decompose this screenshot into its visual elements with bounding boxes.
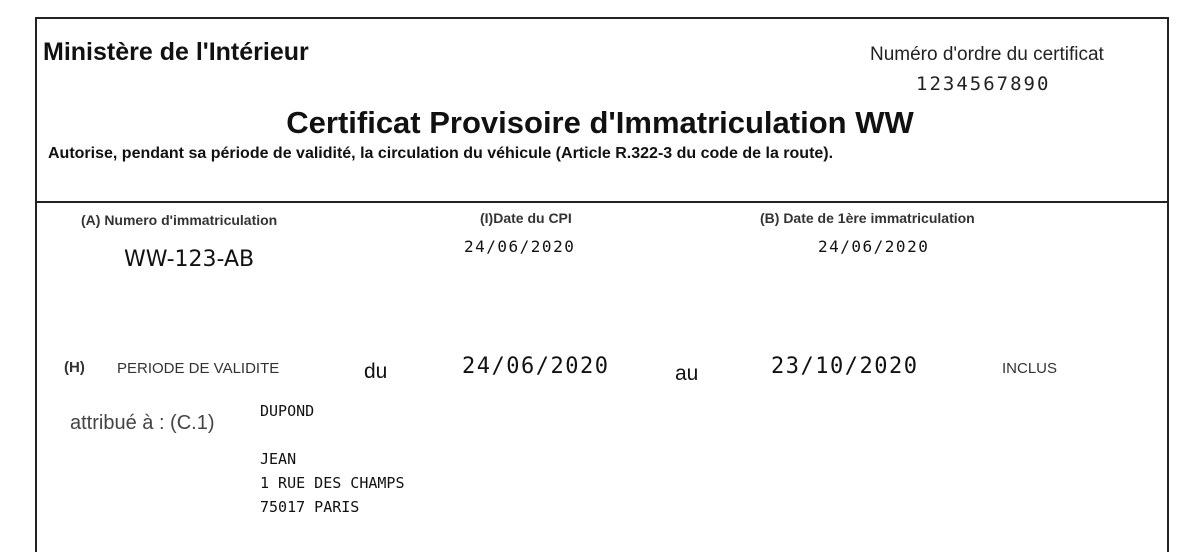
ministry-name: Ministère de l'Intérieur (43, 38, 309, 66)
holder-street-address: 1 RUE DES CHAMPS (260, 474, 405, 492)
certificate-title: Certificat Provisoire d'Immatriculation WW (286, 105, 914, 140)
cpi-date-label: (I)Date du CPI (480, 210, 572, 226)
cpi-date: 24/06/2020 (464, 237, 576, 256)
validity-to-word: au (675, 362, 699, 385)
order-number-label: Numéro d'ordre du certificat (870, 44, 1104, 65)
certificate-border (35, 17, 1169, 552)
validity-start-date: 24/06/2020 (462, 354, 610, 379)
validity-end-date: 23/10/2020 (771, 354, 919, 379)
holder-last-name: DUPOND (260, 402, 315, 420)
registration-number: WW-123-AB (124, 247, 255, 272)
registration-number-label: (A) Numero d'immatriculation (81, 212, 278, 228)
validity-from-word: du (364, 360, 388, 383)
section-divider (35, 201, 1167, 203)
first-registration-date: 24/06/2020 (818, 237, 930, 256)
validity-code: (H) (64, 359, 85, 376)
holder-first-name: JEAN (260, 450, 297, 468)
order-number: 1234567890 (916, 73, 1051, 95)
first-registration-date-label: (B) Date de 1ère immatriculation (760, 210, 975, 226)
holder-label: attribué à : (C.1) (70, 412, 215, 434)
validity-label: PERIODE DE VALIDITE (117, 360, 280, 377)
validity-inclusive-note: INCLUS (1002, 360, 1058, 377)
holder-city: 75017 PARIS (260, 498, 360, 516)
certificate-subtitle: Autorise, pendant sa période de validité, la circulation du véhicule (Article R.322-3 du code de la route). (48, 145, 834, 162)
